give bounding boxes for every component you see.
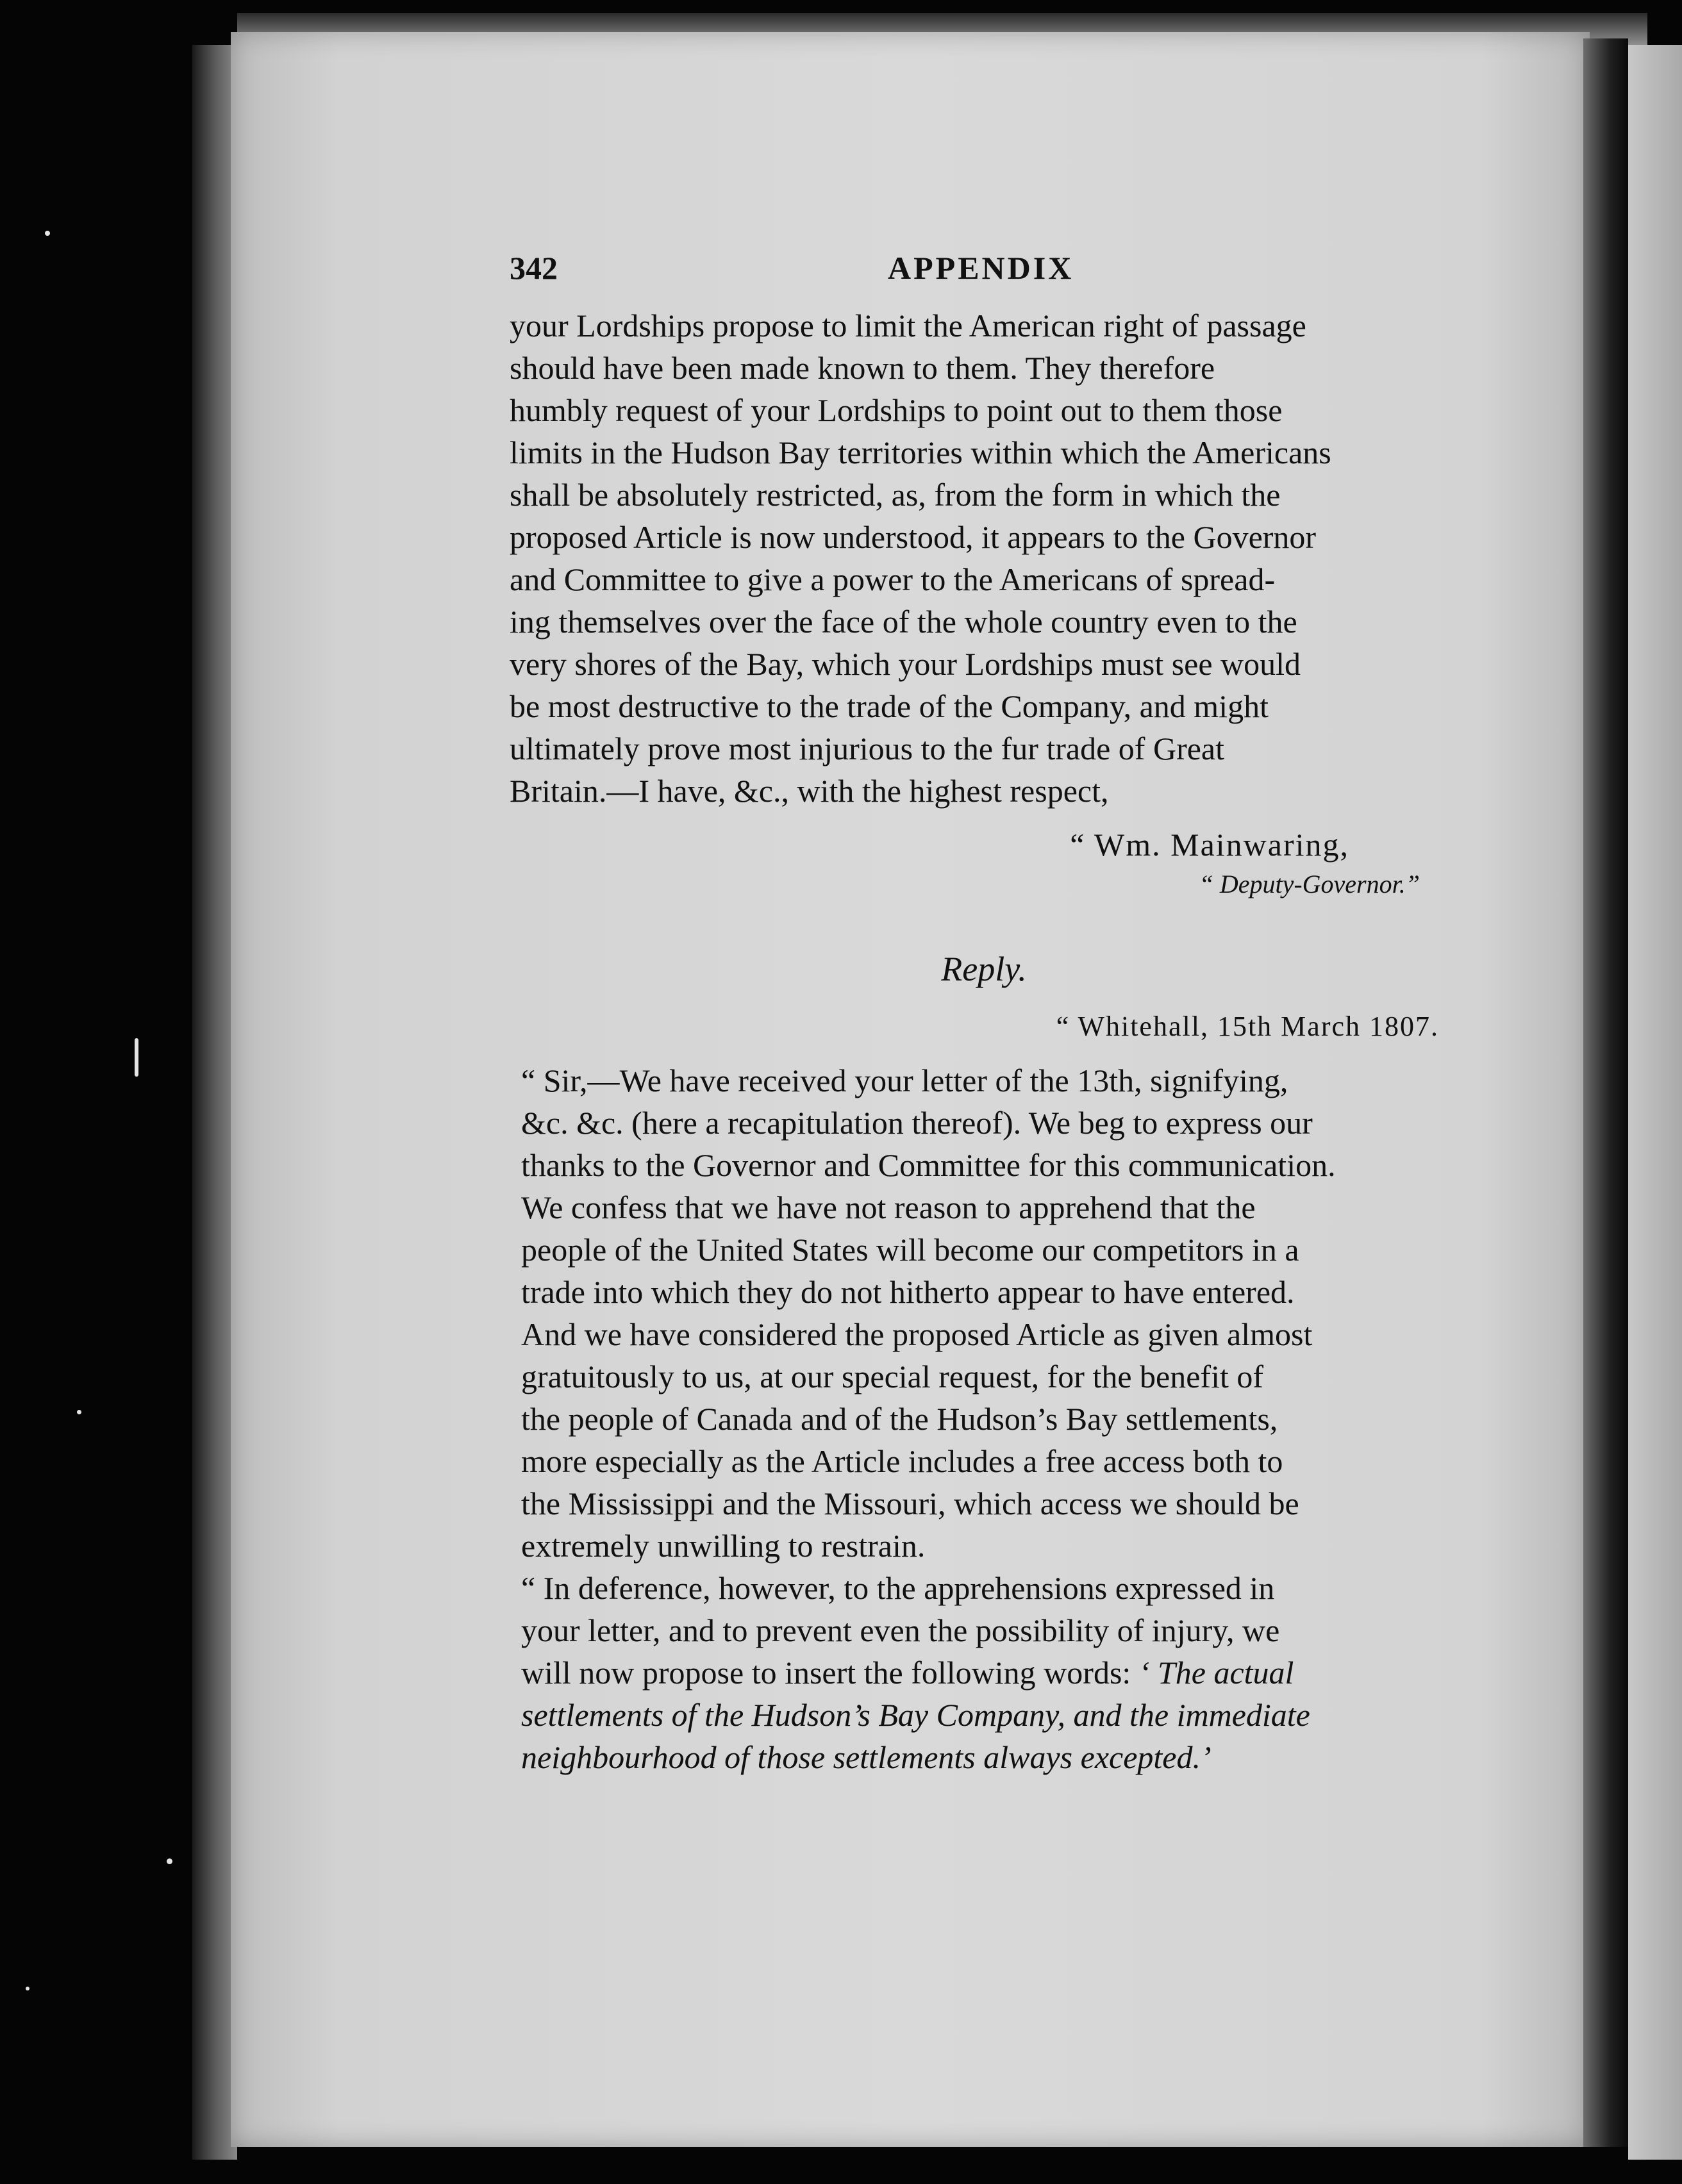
text-line: should have been made known to them. They therefore [510,350,1215,386]
facing-page-edge [1628,45,1682,2160]
text-line [510,1736,1458,1778]
text-line: extremely unwilling to restrain. [521,1528,926,1564]
reply-paragraph-2 [510,1567,1458,1778]
text-line: ing themselves over the face of the whole country even to the [510,604,1297,640]
text-line: Britain.—I have, &c., with the highest respect, [510,773,1109,809]
quoted-words: settlements of the Hudson’s Bay Company, and the immediate [521,1697,1310,1733]
film-speck [26,1987,29,1990]
film-scratch [135,1038,138,1077]
text-line: proposed Article is now understood, it appears to the Governor [510,519,1317,555]
quoted-words: ‘ The actual [1138,1655,1294,1691]
text-line: limits in the Hudson Bay territories within which the Americans [510,434,1331,470]
text-line: “ In deference, however, to the apprehensions expressed in [521,1570,1275,1606]
text-span: will now propose to insert the following words: [521,1655,1139,1691]
text-line: very shores of the Bay, which your Lordships must see would [510,646,1301,682]
text-line: We confess that we have not reason to apprehend that the [521,1189,1256,1225]
text-line: more especially as the Article includes a free access both to [521,1443,1283,1479]
text-line: the Mississippi and the Missouri, which access we should be [521,1485,1299,1521]
text-line: thanks to the Governor and Committee for this communication. [521,1147,1336,1183]
reply-dateline: “ Whitehall, 15th March 1807. [1056,1011,1439,1042]
text-line: your Lordships propose to limit the American right of passage [510,308,1306,343]
film-speck [167,1858,172,1864]
text-line: people of the United States will become our competitors in a [521,1232,1299,1268]
running-title: APPENDIX [888,250,1074,286]
text-line: trade into which they do not hitherto appear to have entered. [521,1274,1295,1310]
film-speck [77,1410,81,1414]
text-line: the people of Canada and of the Hudson’s Bay settlements, [521,1401,1278,1437]
signature-name: “ Wm. Mainwaring, [1070,827,1349,863]
text-line: gratuitously to us, at our special request, for the benefit of [521,1359,1264,1394]
text-line: your letter, and to prevent even the possibility of injury, we [521,1612,1280,1648]
page-text [510,247,1458,1778]
text-line: shall be absolutely restricted, as, from the form in which the [510,477,1281,513]
text-line: And we have considered the proposed Article as given almost [521,1316,1313,1352]
text-line [510,1694,1458,1736]
letter-body [510,304,1458,812]
text-line: humbly request of your Lordships to point out to them those [510,392,1283,428]
text-line [510,1651,1458,1694]
text-line: be most destructive to the trade of the Company, and might [510,688,1269,724]
text-line: “ Sir,—We have received your letter of the 13th, signifying, [521,1063,1288,1098]
signature-title: “ Deputy-Governor.” [1199,870,1420,898]
reply-paragraph-1 [510,1059,1458,1567]
text-line: and Committee to give a power to the Americans of spread- [510,561,1276,597]
text-line: &c. &c. (here a recapitulation thereof). We beg to express our [521,1105,1313,1141]
text-line: ultimately prove most injurious to the fur trade of Great [510,731,1224,766]
quoted-words: neighbourhood of those settlements always excepted.’ [521,1739,1212,1775]
page-number: 342 [510,250,558,286]
reply-heading: Reply. [941,950,1027,988]
book-gutter [1583,38,1628,2147]
running-head [510,247,1458,304]
film-speck [45,231,50,236]
